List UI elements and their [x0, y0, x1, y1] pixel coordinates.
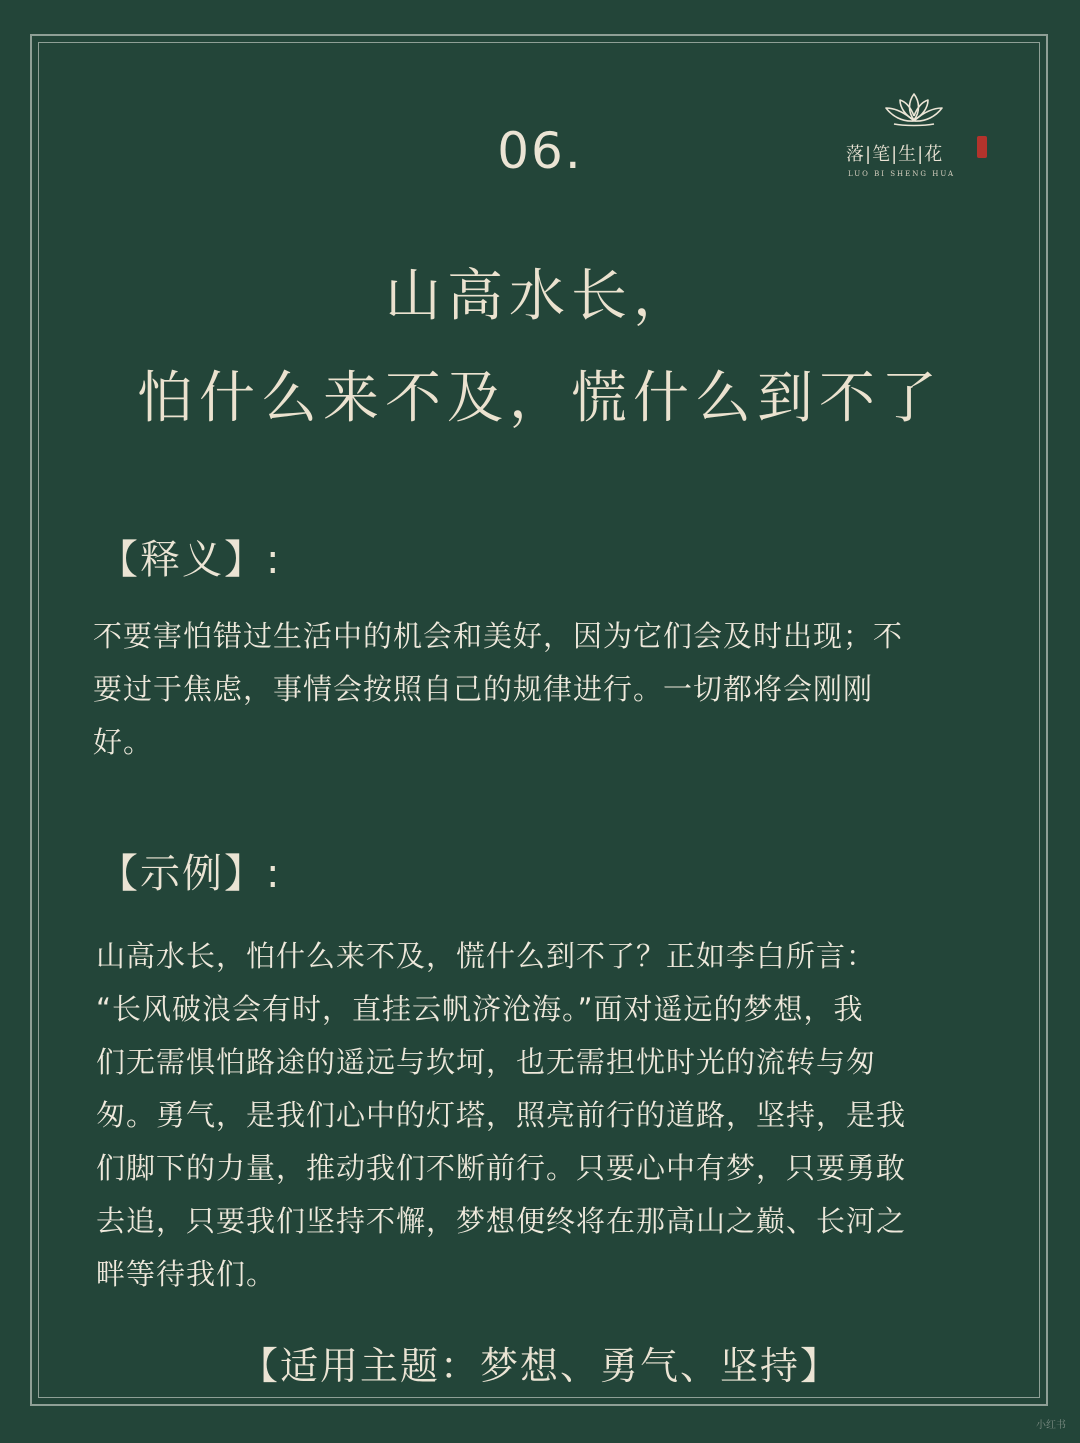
- example-line: 山高水长，怕什么来不及，慌什么到不了？正如李白所言：: [96, 939, 877, 973]
- example-line: “长风破浪会有时，直挂云帆济沧海。”面对遥远的梦想，我: [96, 992, 864, 1026]
- definition-line: 要过于焦虑，事情会按照自己的规律进行。一切都将会刚刚: [93, 672, 874, 706]
- watermark: 小红书: [1036, 1420, 1066, 1431]
- example-line: 匆。勇气，是我们心中的灯塔，照亮前行的道路，坚持，是我: [96, 1098, 907, 1132]
- title-line-2: 怕什么来不及，慌什么到不了: [137, 366, 943, 431]
- definition-line: 好。: [93, 725, 154, 759]
- example-text: [96, 930, 906, 1301]
- definition-label: 【释义】:: [98, 537, 282, 583]
- example-line: 去追，只要我们坚持不懈，梦想便终将在那高山之巅、长河之: [96, 1204, 907, 1238]
- logo-english-text: LUO BI SHENG HUA: [848, 170, 956, 178]
- example-line: 畔等待我们。: [96, 1257, 277, 1291]
- example-line: 们脚下的力量，推动我们不断前行。只要心中有梦，只要勇敢: [96, 1151, 907, 1185]
- example-label: 【示例】:: [98, 851, 282, 897]
- definition-line: 不要害怕错过生活中的机会和美好，因为它们会及时出现；不: [93, 619, 904, 653]
- definition-text: [93, 610, 903, 769]
- example-line: 们无需惧怕路途的遥远与坎坷，也无需担忧时光的流转与匆: [96, 1045, 877, 1079]
- applicable-themes: 【适用主题：梦想、勇气、坚持】: [239, 1344, 840, 1388]
- logo-chinese-text: 落|笔|生|花: [846, 144, 944, 165]
- item-number: 06.: [497, 122, 583, 180]
- title-line-1: 山高水长，: [385, 264, 695, 329]
